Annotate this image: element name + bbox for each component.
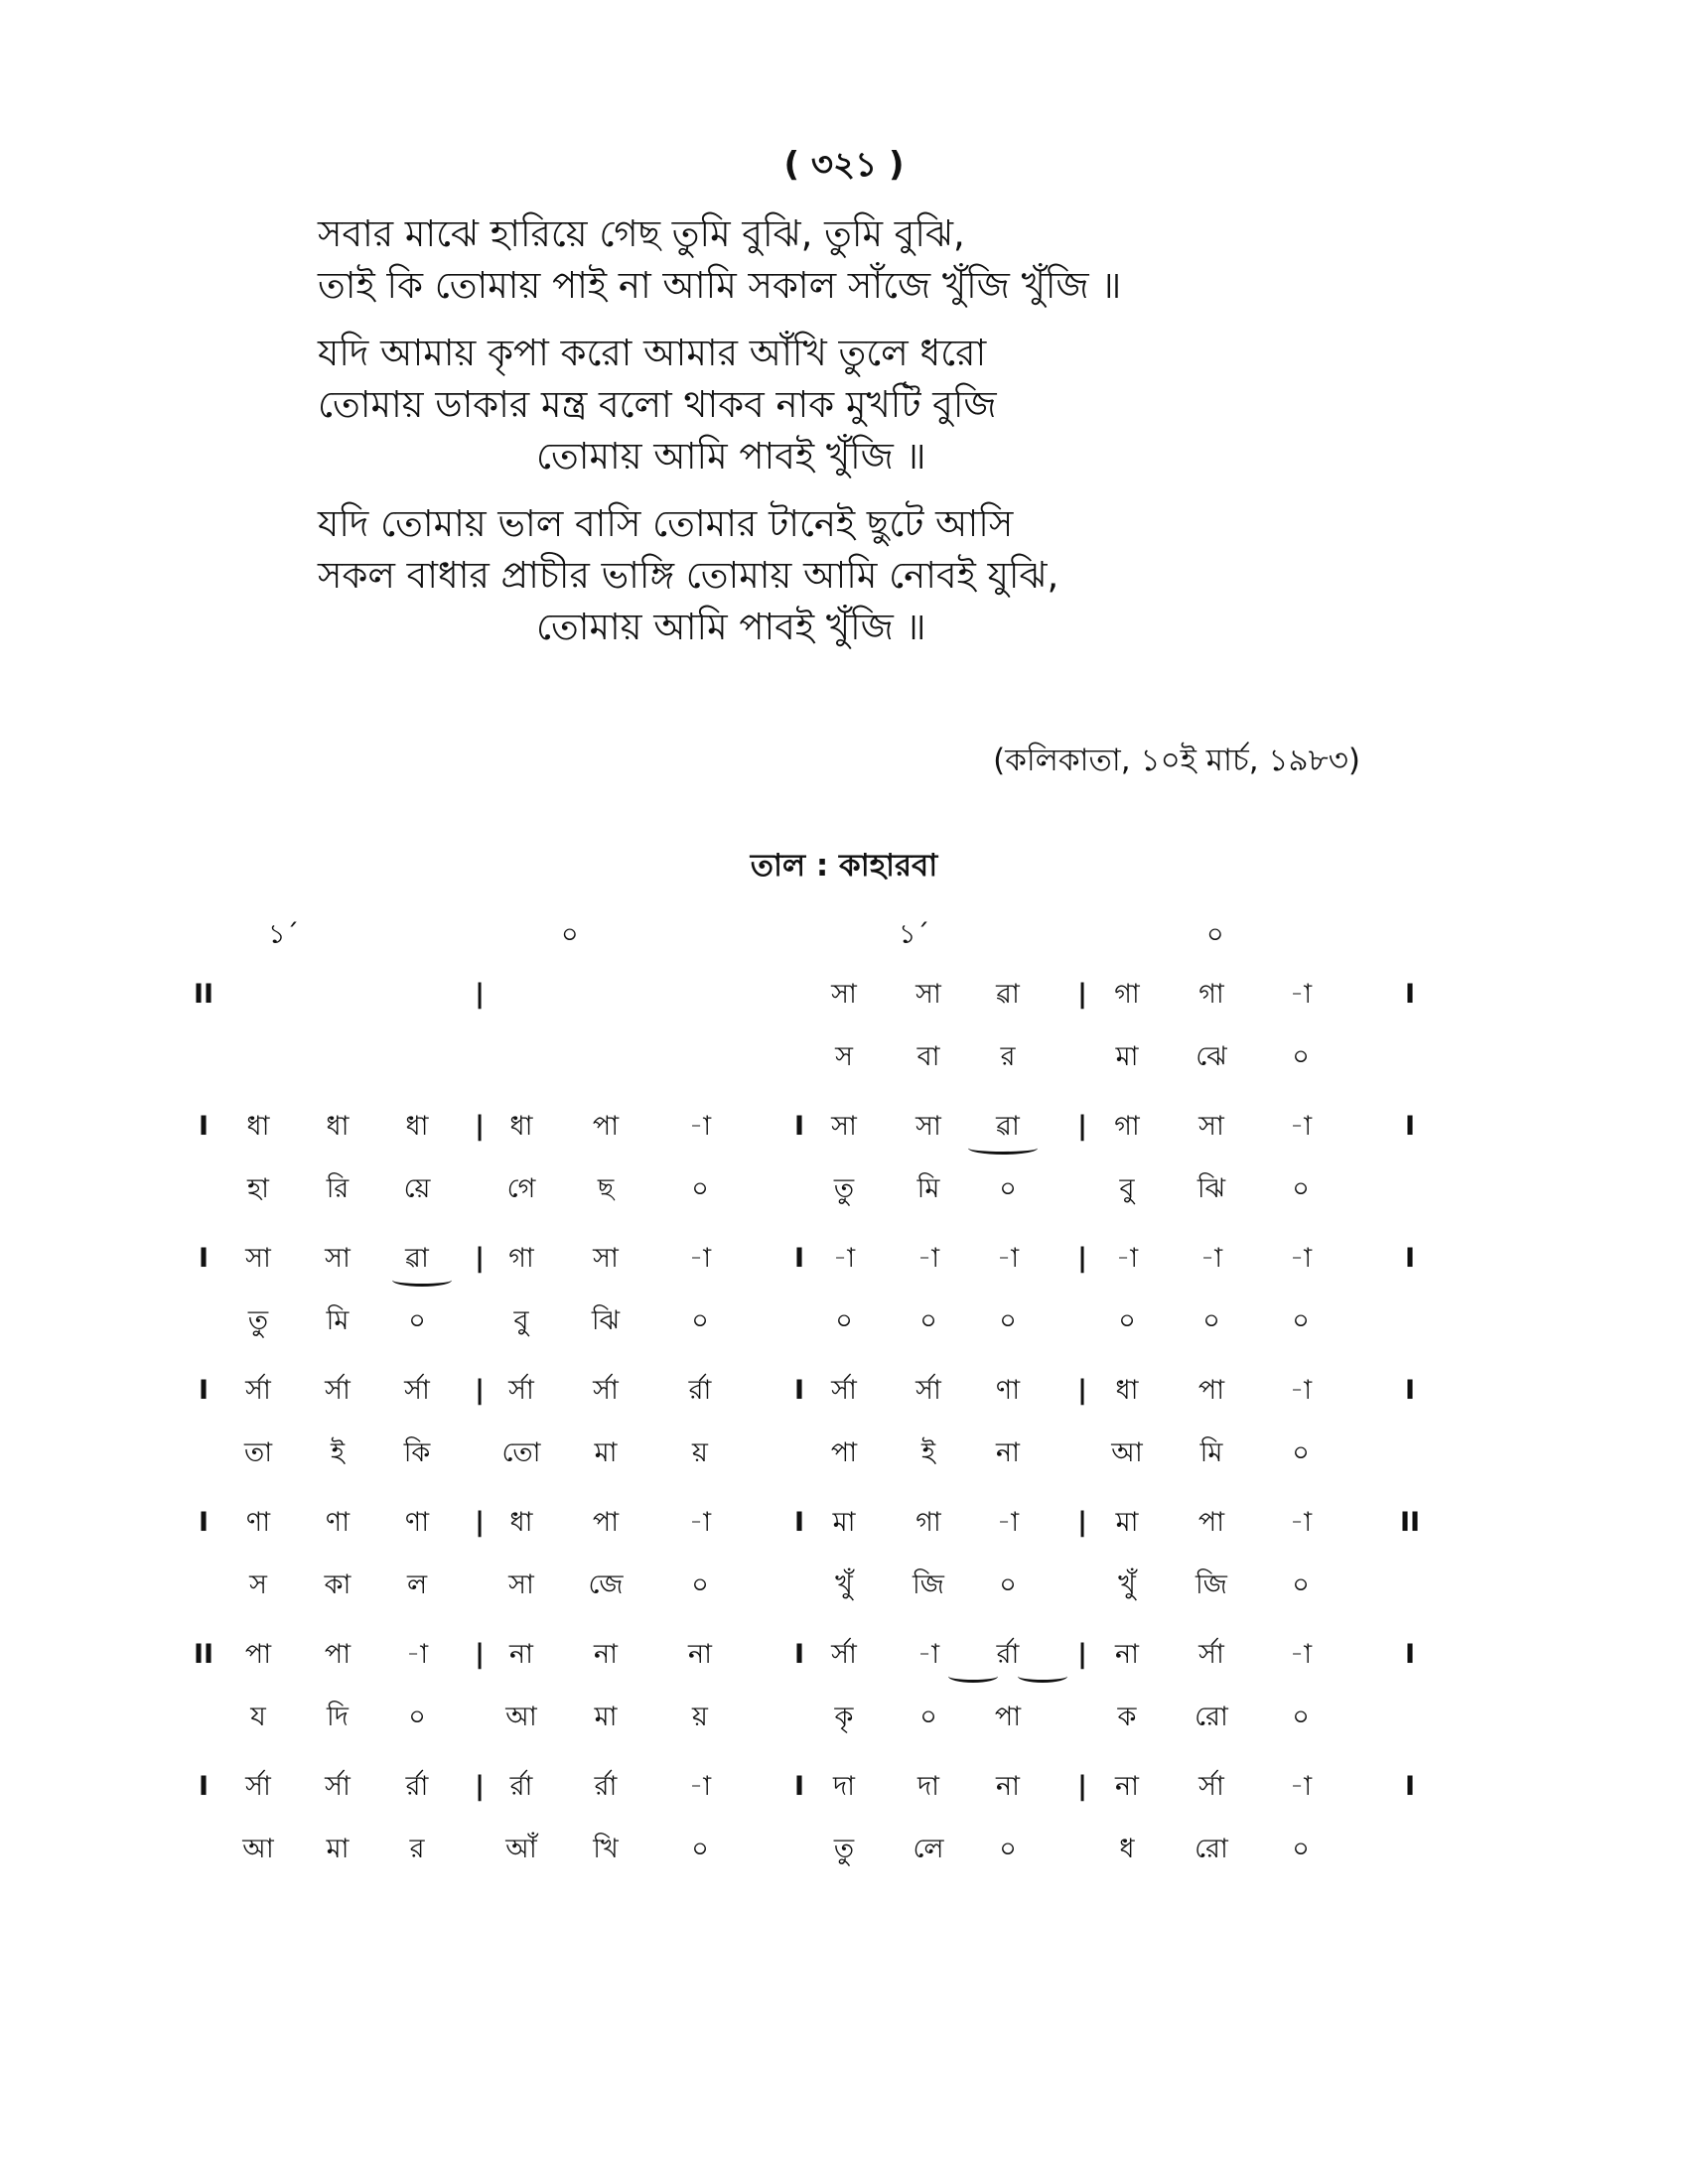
lyric-line: তোমায় ডাকার মন্ত্র বলো থাকব নাক মুখটি বুজি <box>318 383 997 426</box>
swara-cell: র্রা <box>405 1771 429 1802</box>
lyric-cell: ল <box>406 1570 428 1600</box>
lyric-cell: দি <box>327 1702 349 1732</box>
lyric-cell: কা <box>324 1570 352 1600</box>
swara-cell: ণা <box>325 1507 351 1538</box>
bar-line-end: I <box>1404 1111 1416 1142</box>
beat-divider: | <box>1077 979 1087 1010</box>
swara-cell: র্সা <box>1198 1771 1224 1802</box>
lyric-cell: আ <box>242 1834 274 1864</box>
beat-divider: | <box>475 979 485 1010</box>
lyric-cell: খুঁ <box>835 1570 853 1600</box>
swara-cell: পা <box>1197 1507 1225 1538</box>
lyric-cell: ০ <box>919 1305 937 1336</box>
swara-cell: সা <box>831 1111 857 1142</box>
swara-cell: -া <box>405 1639 429 1670</box>
swara-cell: সা <box>915 1111 941 1142</box>
lyric-cell: মি <box>916 1173 940 1204</box>
swara-cell: ধা <box>246 1111 270 1142</box>
swara-cell: পা <box>592 1507 620 1538</box>
swara-cell: ধা <box>405 1111 429 1142</box>
swara-cell: -া <box>1289 1243 1313 1274</box>
beat-divider: | <box>1077 1375 1087 1406</box>
swara-cell: -া <box>1199 1243 1223 1274</box>
slur-mark <box>968 1142 1038 1155</box>
bar-line-end: I <box>1404 1771 1416 1802</box>
bar-line-mid: I <box>793 1111 805 1142</box>
taal-heading: তাল : কাহারবা <box>750 848 938 884</box>
swara-cell: র্রা <box>996 1639 1020 1670</box>
lyric-cell: ০ <box>1118 1305 1136 1336</box>
beat-marker: ১´ <box>268 919 300 950</box>
swara-cell: সা <box>325 1243 351 1274</box>
swara-cell: -া <box>1289 1507 1313 1538</box>
swara-cell: র্সা <box>508 1375 534 1406</box>
lyric-cell: খুঁ <box>1118 1570 1136 1600</box>
swara-cell: গা <box>1114 1111 1140 1142</box>
lyric-cell: ছ <box>597 1173 615 1204</box>
beat-divider: | <box>475 1111 485 1142</box>
lyric-cell: ০ <box>1292 1834 1310 1864</box>
lyric-cell: ধ <box>1119 1834 1135 1864</box>
lyric-cell: রো <box>1195 1834 1228 1864</box>
beat-marker: ০ <box>561 919 579 950</box>
swara-cell: না <box>509 1639 533 1670</box>
lyric-cell: ০ <box>1292 1041 1310 1072</box>
swara-cell: র্সা <box>325 1375 351 1406</box>
swara-cell: র্সা <box>325 1771 351 1802</box>
lyric-cell: র <box>409 1834 425 1864</box>
swara-cell: পা <box>324 1639 352 1670</box>
swara-cell: সা <box>1198 1111 1224 1142</box>
swara-cell: র্রা <box>688 1375 712 1406</box>
lyric-cell: ০ <box>999 1834 1017 1864</box>
swara-cell: -া <box>996 1243 1020 1274</box>
swara-cell: -া <box>688 1507 712 1538</box>
lyric-cell: তু <box>247 1305 269 1336</box>
lyric-cell: মা <box>594 1702 618 1732</box>
lyric-line: যদি তোমায় ভাল বাসি তোমার টানেই ছুটে আসি <box>318 502 1014 545</box>
swara-cell: সা <box>831 979 857 1010</box>
swara-cell: ণা <box>245 1507 271 1538</box>
swara-cell: র্সা <box>1198 1639 1224 1670</box>
lyric-cell: আ <box>505 1702 537 1732</box>
lyric-cell: ০ <box>1292 1437 1310 1468</box>
lyric-cell: মি <box>326 1305 350 1336</box>
lyric-cell: ০ <box>691 1305 709 1336</box>
lyric-cell: য় <box>692 1702 708 1732</box>
swara-cell: র্সা <box>915 1375 941 1406</box>
slur-mark <box>392 1274 452 1287</box>
lyric-cell: ০ <box>919 1702 937 1732</box>
swara-cell: মা <box>1115 1507 1139 1538</box>
lyric-line: তোমায় আমি পাবই খুঁজি ॥ <box>536 606 926 648</box>
bar-line-start: I <box>198 1771 210 1802</box>
swara-cell: না <box>594 1639 618 1670</box>
lyric-cell: বু <box>1119 1173 1135 1204</box>
lyric-cell: জি <box>913 1570 944 1600</box>
swara-cell: ৱা <box>405 1243 429 1274</box>
slur-mark <box>1018 1670 1067 1683</box>
lyric-cell: য়ে <box>403 1173 431 1204</box>
lyric-cell: ০ <box>691 1834 709 1864</box>
swara-cell: পা <box>592 1111 620 1142</box>
swara-cell: সা <box>245 1243 271 1274</box>
lyric-cell: তু <box>833 1834 855 1864</box>
lyric-cell: রি <box>326 1173 350 1204</box>
swara-cell: ধা <box>1115 1375 1139 1406</box>
swara-cell: গা <box>1198 979 1224 1010</box>
swara-cell: -া <box>1289 1375 1313 1406</box>
swara-cell: -া <box>1289 1639 1313 1670</box>
swara-cell: না <box>1115 1771 1139 1802</box>
swara-cell: ধা <box>509 1507 533 1538</box>
swara-cell: সা <box>593 1243 619 1274</box>
swara-cell: -া <box>1289 1771 1313 1802</box>
lyric-cell: তু <box>833 1173 855 1204</box>
swara-cell: মা <box>832 1507 856 1538</box>
swara-cell: গা <box>1114 979 1140 1010</box>
swara-cell: দা <box>916 1771 939 1802</box>
lyric-cell: ই <box>330 1437 346 1468</box>
swara-cell: -া <box>1289 1111 1313 1142</box>
beat-divider: | <box>475 1243 485 1274</box>
swara-cell: র্সা <box>831 1375 857 1406</box>
beat-divider: | <box>1077 1771 1087 1802</box>
swara-cell: গা <box>508 1243 534 1274</box>
lyric-cell: ই <box>920 1437 936 1468</box>
swara-cell: -া <box>688 1771 712 1802</box>
bar-line-end: I <box>1404 1639 1416 1670</box>
lyric-cell: ০ <box>999 1173 1017 1204</box>
slur-mark <box>948 1670 998 1683</box>
beat-divider: | <box>1077 1639 1087 1670</box>
lyric-cell: পা <box>994 1702 1022 1732</box>
lyric-cell: আ <box>1111 1437 1143 1468</box>
lyric-cell: ক <box>1117 1702 1137 1732</box>
lyric-cell: রো <box>1195 1702 1228 1732</box>
swara-cell: ৱা <box>996 1111 1020 1142</box>
lyric-cell: ঝে <box>1196 1041 1227 1072</box>
lyric-cell: লে <box>913 1834 944 1864</box>
swara-cell: র্সা <box>404 1375 430 1406</box>
lyric-cell: য় <box>692 1437 708 1468</box>
bar-line-mid: I <box>793 1639 805 1670</box>
lyric-cell: খি <box>593 1834 619 1864</box>
lyric-cell: বু <box>513 1305 529 1336</box>
swara-cell: ধা <box>326 1111 350 1142</box>
bar-line-start: I <box>198 1375 210 1406</box>
lyric-cell: য <box>250 1702 266 1732</box>
beat-divider: | <box>475 1375 485 1406</box>
swara-cell: -া <box>996 1507 1020 1538</box>
swara-cell: ধা <box>509 1111 533 1142</box>
swara-cell: -া <box>916 1243 940 1274</box>
lyric-cell: কি <box>403 1437 431 1468</box>
swara-cell: র্সা <box>831 1639 857 1670</box>
lyric-cell: ০ <box>835 1305 853 1336</box>
swara-cell: পা <box>244 1639 272 1670</box>
lyric-cell: হা <box>246 1173 269 1204</box>
lyric-cell: কৃ <box>834 1702 854 1732</box>
bar-line-end: I <box>1404 1375 1416 1406</box>
lyric-cell: ০ <box>1292 1570 1310 1600</box>
swara-cell: না <box>1115 1639 1139 1670</box>
beat-marker: ১´ <box>899 919 930 950</box>
beat-divider: | <box>1077 1111 1087 1142</box>
lyric-cell: মা <box>594 1437 618 1468</box>
bar-line-mid: I <box>793 1375 805 1406</box>
lyric-cell: মা <box>1115 1041 1139 1072</box>
lyric-cell: পা <box>830 1437 858 1468</box>
bar-line-start: II <box>193 979 214 1010</box>
swara-cell: র্সা <box>593 1375 619 1406</box>
bar-line-start: II <box>193 1639 214 1670</box>
lyric-cell: ০ <box>1292 1305 1310 1336</box>
bar-line-start: I <box>198 1111 210 1142</box>
beat-marker: ০ <box>1206 919 1224 950</box>
lyric-line: সকল বাধার প্রাচীর ভাঙ্গি তোমায় আমি নোবই যুঝি, <box>318 554 1059 597</box>
lyric-line: তাই কি তোমায় পাই না আমি সকাল সাঁজে খুঁজি খুঁজি ॥ <box>318 264 1122 307</box>
lyric-cell: র <box>1000 1041 1016 1072</box>
beat-divider: | <box>1077 1507 1087 1538</box>
swara-cell: -া <box>1115 1243 1139 1274</box>
lyric-cell: স <box>249 1570 267 1600</box>
beat-divider: | <box>1077 1243 1087 1274</box>
beat-divider: | <box>475 1771 485 1802</box>
lyric-cell: ০ <box>999 1570 1017 1600</box>
lyric-line: সবার মাঝে হারিয়ে গেছ তুমি বুঝি, তুমি বুঝি, <box>318 212 965 255</box>
bar-line-end: I <box>1404 1243 1416 1274</box>
bar-line-mid: I <box>793 1507 805 1538</box>
page-number: ( ৩২১ ) <box>783 145 905 185</box>
bar-line-end: II <box>1399 1507 1421 1538</box>
lyric-cell: ০ <box>691 1173 709 1204</box>
beat-divider: | <box>475 1639 485 1670</box>
lyric-cell: ০ <box>1292 1173 1310 1204</box>
swara-cell: -া <box>688 1243 712 1274</box>
swara-cell: সা <box>915 979 941 1010</box>
lyric-cell: সা <box>508 1570 534 1600</box>
lyric-cell: স <box>835 1041 853 1072</box>
lyric-cell: ০ <box>408 1702 426 1732</box>
lyric-cell: আঁ <box>505 1834 537 1864</box>
lyric-line: যদি আমায় কৃপা করো আমার আঁখি তুলে ধরো <box>318 332 987 374</box>
swara-cell: ণা <box>404 1507 430 1538</box>
bar-line-mid: I <box>793 1243 805 1274</box>
lyric-cell: ০ <box>1292 1702 1310 1732</box>
swara-cell: ণা <box>995 1375 1021 1406</box>
swara-cell: -া <box>1289 979 1313 1010</box>
credit: (কলিকাতা, ১০ই মার্চ, ১৯৮৩) <box>993 743 1360 778</box>
swara-cell: ৱা <box>996 979 1020 1010</box>
lyric-cell: ঝি <box>1196 1173 1226 1204</box>
lyric-cell: তো <box>501 1437 541 1468</box>
swara-cell: দা <box>832 1771 855 1802</box>
swara-cell: না <box>688 1639 712 1670</box>
swara-cell: পা <box>1197 1375 1225 1406</box>
swara-cell: র্সা <box>245 1375 271 1406</box>
swara-cell: -া <box>832 1243 856 1274</box>
lyric-cell: গে <box>506 1173 536 1204</box>
swara-cell: র্রা <box>594 1771 618 1802</box>
lyric-cell: ০ <box>691 1570 709 1600</box>
bar-line-start: I <box>198 1243 210 1274</box>
bar-line-mid: I <box>793 1771 805 1802</box>
swara-cell: গা <box>915 1507 941 1538</box>
lyric-cell: তা <box>243 1437 273 1468</box>
lyric-cell: জি <box>1196 1570 1227 1600</box>
lyric-cell: মি <box>1199 1437 1223 1468</box>
lyric-cell: বা <box>916 1041 940 1072</box>
lyric-cell: ঝি <box>591 1305 621 1336</box>
swara-cell: -া <box>688 1111 712 1142</box>
lyric-cell: জে <box>588 1570 624 1600</box>
swara-cell: র্রা <box>509 1771 533 1802</box>
lyric-cell: মা <box>326 1834 350 1864</box>
swara-cell: -া <box>916 1639 940 1670</box>
bar-line-start: I <box>198 1507 210 1538</box>
bar-line-end: I <box>1404 979 1416 1010</box>
beat-divider: | <box>475 1507 485 1538</box>
lyric-cell: ০ <box>408 1305 426 1336</box>
lyric-cell: ০ <box>1202 1305 1220 1336</box>
lyric-cell: না <box>996 1437 1020 1468</box>
swara-cell: র্সা <box>245 1771 271 1802</box>
lyric-cell: ০ <box>999 1305 1017 1336</box>
swara-cell: না <box>996 1771 1020 1802</box>
lyric-line: তোমায় আমি পাবই খুঁজি ॥ <box>536 435 926 478</box>
